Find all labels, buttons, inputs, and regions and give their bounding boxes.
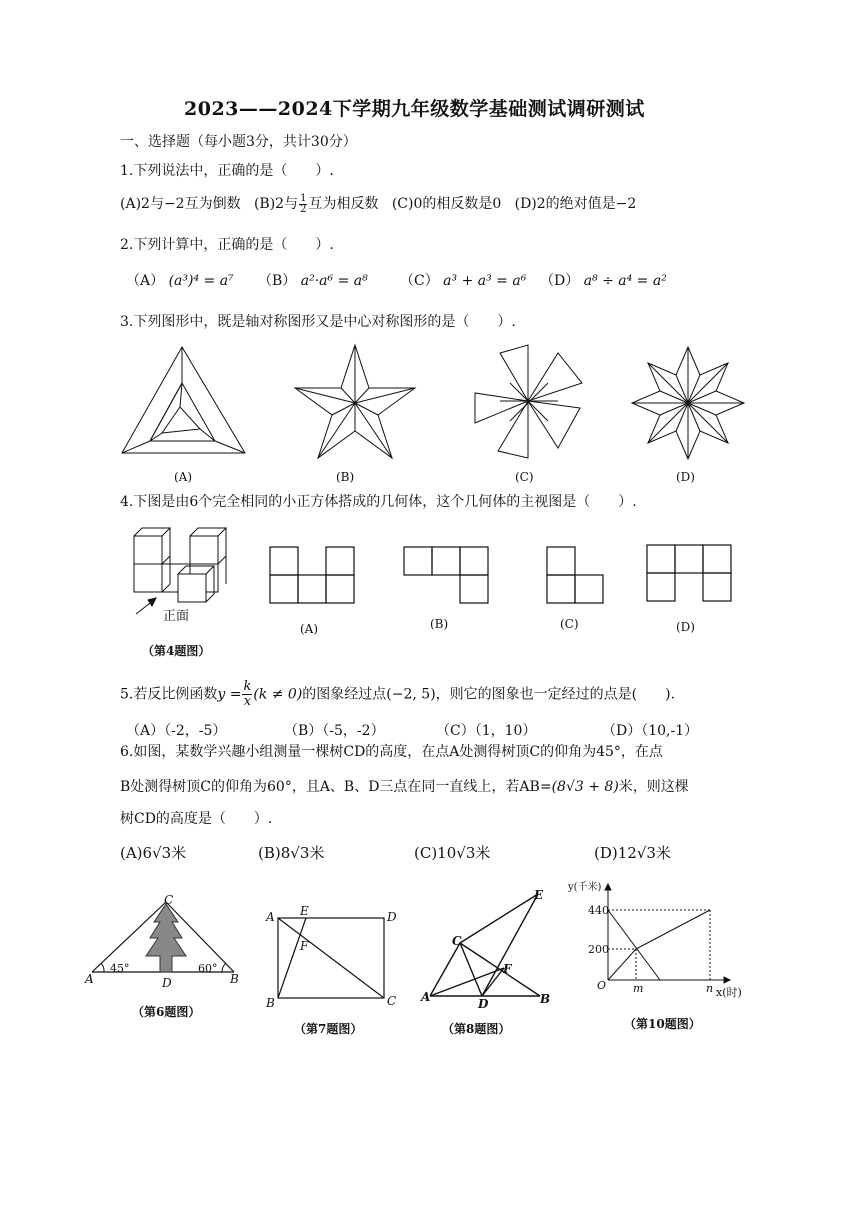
page-title: 2023——2024下学期九年级数学基础测试调研测试 (184, 98, 645, 120)
fig8-label-a: A (421, 990, 431, 1004)
q4-label-b: (B) (430, 617, 449, 631)
fig6-label-d: D (162, 976, 172, 990)
q1-b-num: 1 (300, 192, 307, 204)
fig6-caption: （第6题图） (132, 1005, 201, 1019)
fig10-y200: 200 (588, 943, 609, 956)
q1-option-b (253, 192, 379, 215)
fig10-y440: 440 (588, 904, 609, 917)
fig8-diagram (420, 888, 550, 998)
q2-d-label: （D） (540, 273, 580, 289)
q6-option-a: (A)6√3米 (120, 844, 187, 862)
q4-option-b-figure (402, 545, 492, 607)
q1-stem: 1.下列说法中，正确的是（ ）. (120, 163, 334, 179)
q4-option-a-figure (268, 545, 358, 607)
q2-a-expr: (a³)⁴ = a⁷ (168, 273, 234, 289)
q5-stem-post: 的图象经过点(−2, 5)，则它的图象也一定经过的点是( ). (302, 686, 676, 703)
fig7-label-c: C (387, 994, 397, 1008)
q1-b-post: 互为相反数 (308, 196, 379, 212)
fig7-caption: （第7题图） (294, 1022, 363, 1036)
q2-option-d (540, 270, 667, 290)
q3-label-c: (C) (515, 470, 534, 484)
q2-option-c (400, 270, 526, 290)
q5-stem-pre: 5.若反比例函数 (120, 686, 218, 703)
q6-option-d: (D)12√3米 (594, 844, 671, 862)
q4-label-a: (A) (300, 622, 319, 636)
q3-figure-a (120, 345, 250, 457)
q6-line2-post: 米，则这棵 (618, 779, 689, 795)
q5-func-den: x (243, 694, 252, 709)
q2-stem: 2.下列计算中，正确的是（ ）. (120, 237, 334, 253)
q2-a-label: （A） (126, 273, 165, 289)
q5-func-num: k (243, 679, 252, 694)
q3-figure-c (470, 343, 588, 461)
fig10-ylabel: y(千米) (568, 882, 602, 893)
fig8-label-d: D (478, 997, 489, 1011)
fig6-label-b: B (230, 972, 239, 986)
q2-b-expr: a²·a⁶ = a⁸ (300, 273, 368, 289)
fig8-label-e: E (534, 888, 544, 902)
q1-option-c: (C)0的相反数是0 (391, 196, 502, 212)
q6-line2-expr: (8√3 + 8) (551, 779, 619, 795)
q5-option-c: （C）（1，10） (436, 723, 537, 739)
q4-label-d: (D) (676, 620, 695, 634)
q5-func-fraction (242, 680, 252, 709)
fig6-label-c: C (164, 893, 174, 907)
q2-c-label: （C） (400, 273, 439, 289)
q2-d-expr: a⁸ ÷ a⁴ = a² (583, 273, 667, 289)
q5-option-d: （D）（10,-1） (602, 723, 699, 739)
q5-func-cond: (k ≠ 0) (253, 686, 303, 703)
q1-option-a: (A)2与−2互为倒数 (120, 196, 241, 212)
fig7-label-f: F (300, 939, 309, 953)
fig8-label-b: B (540, 992, 551, 1006)
q3-stem: 3.下列图形中，既是轴对称图形又是中心对称图形的是（ ）. (120, 314, 516, 330)
q2-option-b (258, 270, 368, 290)
q6-line2-pre: B处测得树顶C的仰角为60°，且A、B、D三点在同一直线上，若AB= (120, 779, 552, 795)
fig6-label-a: A (85, 972, 94, 986)
q2-c-expr: a³ + a³ = a⁶ (443, 273, 527, 289)
fig10-m: m (633, 982, 644, 995)
q4-option-c-figure (545, 545, 607, 607)
q5-option-b: （B）（-5，-2） (284, 723, 385, 739)
fig6-angle-b: 60° (198, 962, 218, 975)
fig10-caption: （第10题图） (624, 1017, 701, 1031)
fig7-label-d: D (387, 910, 397, 924)
q1-b-den: 2 (300, 203, 307, 215)
fig8-caption: （第8题图） (442, 1022, 511, 1036)
q3-figure-b (290, 343, 420, 461)
q1-options (120, 193, 636, 215)
fig10-xlabel: x(时) (716, 986, 742, 999)
q6-option-b: (B)8√3米 (258, 844, 325, 862)
fig10-n: n (706, 982, 714, 995)
q3-figure-d (630, 345, 746, 461)
q4-caption: （第4题图） (142, 644, 211, 658)
q3-label-a: (A) (174, 470, 193, 484)
q6-line2 (120, 776, 689, 796)
fig8-label-c: C (452, 934, 462, 948)
q4-front-label: 正面 (163, 609, 190, 624)
q3-label-d: (D) (676, 470, 695, 484)
fig10-origin: O (597, 979, 607, 992)
q4-label-c: (C) (560, 617, 579, 631)
q5-func-lhs: y = (217, 686, 242, 703)
q3-label-b: (B) (336, 470, 355, 484)
q4-option-d-figure (645, 543, 735, 605)
fig7-diagram (270, 908, 392, 1004)
q2-option-a (126, 270, 234, 290)
q6-line1: 6.如图，某数学兴趣小组测量一棵树CD的高度，在点A处测得树顶C的仰角为45°，在点 (120, 744, 663, 760)
q1-b-fraction (299, 194, 307, 215)
q2-b-label: （B） (258, 273, 297, 289)
q6-line3: 树CD的高度是（ ）. (120, 811, 273, 827)
q1-b-pre: (B)2与 (253, 196, 299, 212)
q4-stem: 4.下图是由6个完全相同的小正方体搭成的几何体，这个几何体的主视图是（ ）. (120, 494, 637, 510)
q5-stem (120, 680, 675, 709)
q1-option-d: (D)2的绝对值是−2 (514, 196, 637, 212)
fig7-label-a: A (266, 910, 275, 924)
fig7-label-e: E (300, 904, 309, 918)
q5-option-a: （A）（-2，-5） (126, 723, 227, 739)
fig6-angle-a: 45° (110, 962, 130, 975)
fig7-label-b: B (266, 996, 275, 1010)
section-heading: 一、选择题（每小题3分，共计30分） (120, 134, 357, 150)
q6-option-c: (C)10√3米 (414, 844, 491, 862)
fig8-label-f: F (503, 962, 512, 976)
